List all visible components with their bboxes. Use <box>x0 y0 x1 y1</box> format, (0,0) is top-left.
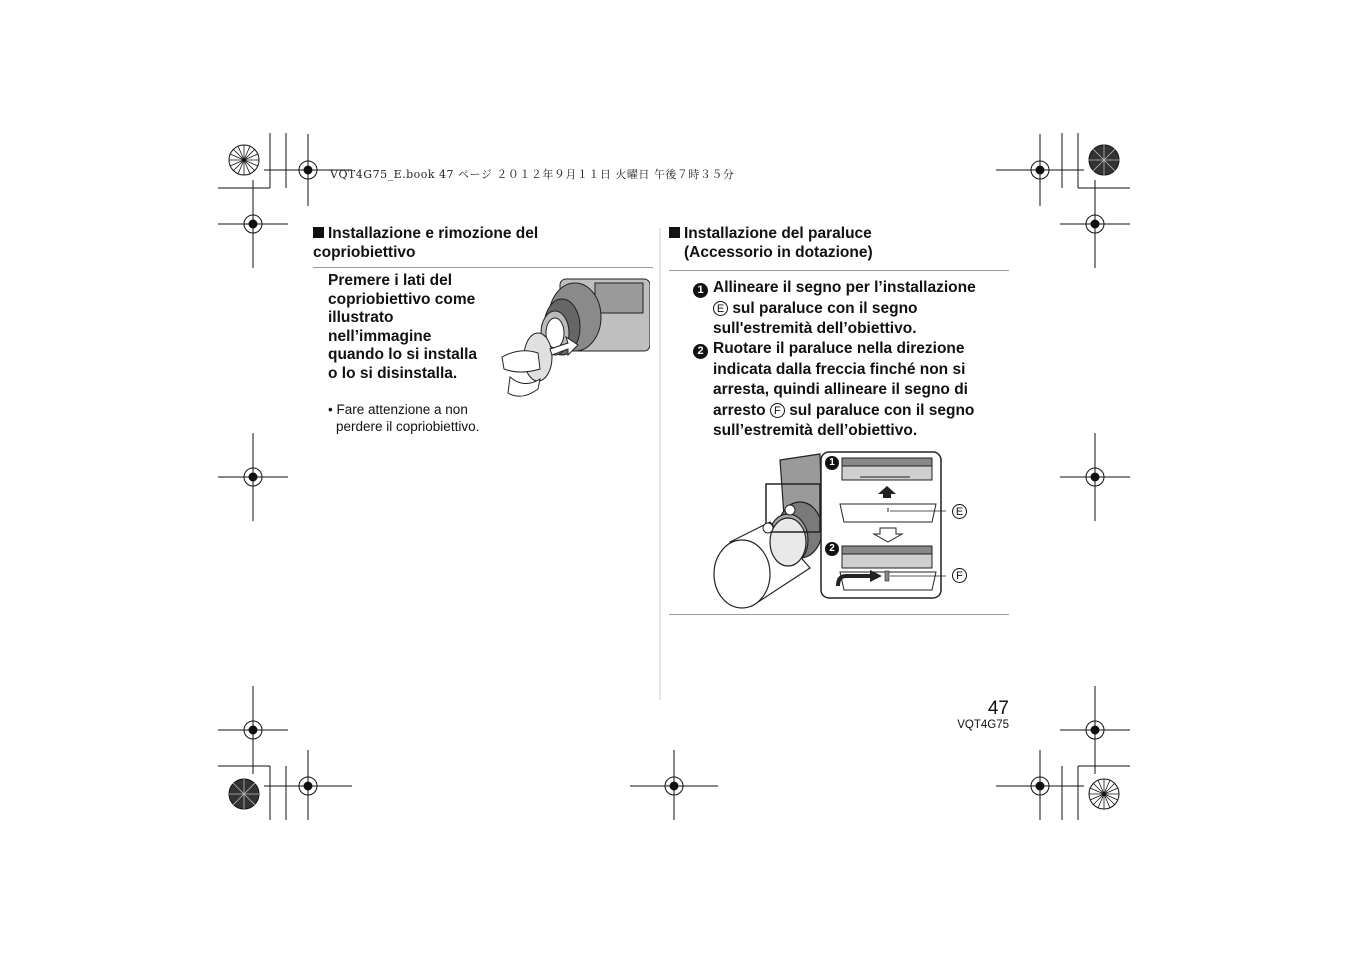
square-bullet-icon <box>669 227 680 238</box>
right-section-title <box>669 224 989 262</box>
doc-code: VQT4G75 <box>957 719 1009 731</box>
figure-mark-f: F <box>952 568 967 583</box>
page-number: 47 <box>987 698 1009 719</box>
lens-hood-illustration <box>710 450 970 610</box>
divider <box>669 270 1009 271</box>
figure-step-1-number: 1 <box>825 456 839 470</box>
lens-cap-note: • Fare attenzione a non perdere il copriobiettivo. <box>328 402 480 434</box>
lens-cap-instruction: Premere i lati del copriobiettivo come illustrato nell’immagine quando lo si installa o lo si disinstalla. <box>328 272 477 382</box>
step-2-text <box>713 339 1005 442</box>
right-section-title-line2: (Accessorio in dotazione) <box>684 244 873 261</box>
print-header: VQT4G75_E.book 47 ページ ２０１２年９月１１日 火曜日 午後７時３５分 <box>330 168 735 181</box>
lens-cap-illustration <box>500 277 650 402</box>
step-2-text-before: Ruotare il paraluce nella direzione indicata dalla freccia finché non si arresta, quindi allineare il segno di arresto <box>713 340 968 419</box>
left-section-title <box>313 224 573 262</box>
square-bullet-icon <box>313 227 324 238</box>
lens-cap-note-text: Fare attenzione a non perdere il copriobiettivo. <box>336 402 480 434</box>
left-section-title-text: Installazione e rimozione del copriobiettivo <box>313 225 539 261</box>
step-1-text-before: Allineare il segno per l’installazione <box>713 279 976 296</box>
right-section-title-line1: Installazione del paraluce <box>684 225 872 242</box>
figure-mark-e: E <box>952 504 967 519</box>
divider <box>313 267 653 268</box>
mark-f-icon: F <box>770 403 785 418</box>
divider <box>669 614 1009 615</box>
figure-step-2-number: 2 <box>825 542 839 556</box>
step-2-text-after: sul paraluce con il segno sull’estremità dell’obiettivo. <box>713 401 975 439</box>
mark-e-icon: E <box>713 301 728 316</box>
step-1-number: 1 <box>693 283 708 298</box>
step-1-text <box>713 278 1003 340</box>
step-1-text-after: sul paraluce con il segno sull'estremità dell’obiettivo. <box>713 299 918 337</box>
step-2-number: 2 <box>693 344 708 359</box>
